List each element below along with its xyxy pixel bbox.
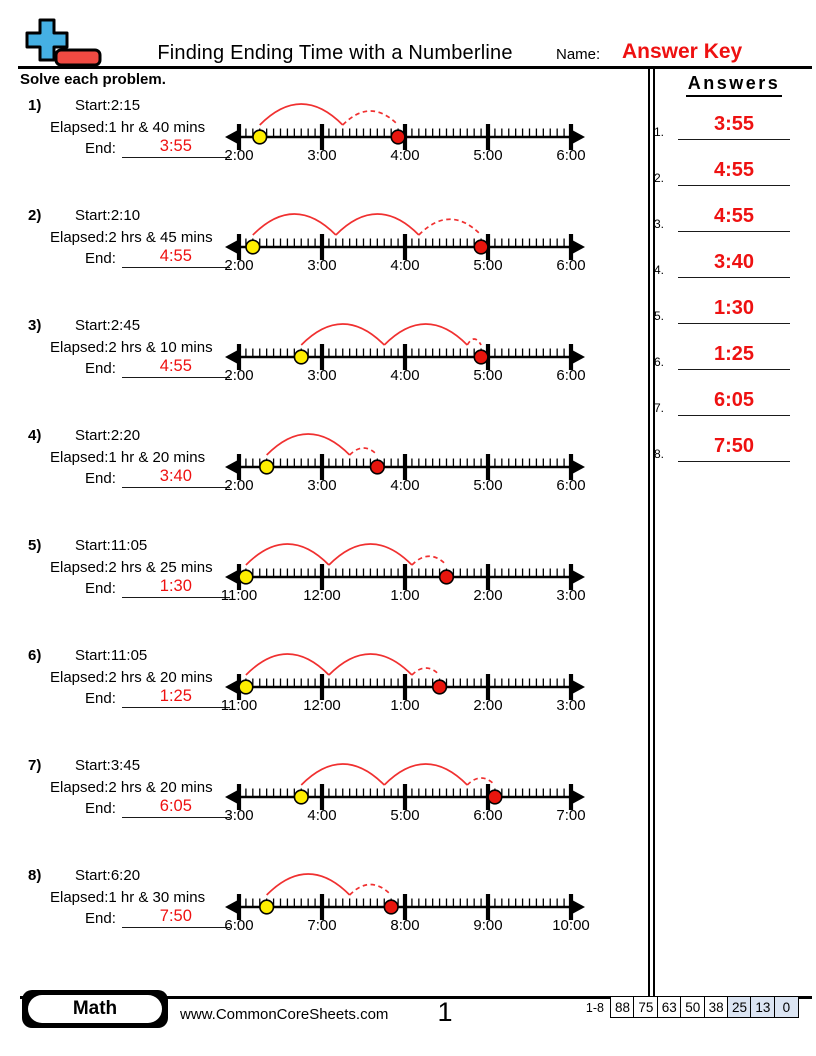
numberline bbox=[224, 97, 586, 167]
hour-label: 2:00 bbox=[224, 257, 254, 274]
answers-heading: Answers bbox=[658, 73, 810, 97]
name-label: Name: bbox=[556, 46, 601, 63]
answer-blank bbox=[678, 146, 790, 186]
end-label: End: bbox=[85, 800, 116, 817]
numberline-container bbox=[224, 97, 586, 167]
right-arrow-icon bbox=[573, 461, 585, 474]
left-arrow-icon bbox=[225, 571, 237, 584]
end-row bbox=[85, 799, 230, 818]
numberline-container bbox=[224, 867, 590, 937]
answer-value: 7:50 bbox=[713, 435, 755, 457]
hour-label: 2:00 bbox=[224, 367, 254, 384]
page-number: 1 bbox=[437, 997, 453, 1027]
problem-row bbox=[0, 645, 652, 755]
right-arrow-icon bbox=[573, 681, 585, 694]
hour-label: 3:00 bbox=[307, 477, 337, 494]
elapsed-hour-arc bbox=[384, 764, 467, 785]
numberline bbox=[224, 207, 586, 277]
answer-item bbox=[654, 146, 790, 186]
elapsed-time-label: Elapsed:2 hrs & 20 mins bbox=[50, 779, 213, 796]
answer-number: 6. bbox=[654, 355, 665, 369]
elapsed-minutes-arc bbox=[412, 556, 447, 565]
hour-label: 7:00 bbox=[556, 807, 586, 824]
answer-value: 4:55 bbox=[713, 205, 755, 227]
numberline-container bbox=[224, 757, 586, 827]
end-row bbox=[85, 689, 230, 708]
answer-value: 1:30 bbox=[713, 297, 755, 319]
hour-label: 2:00 bbox=[224, 477, 254, 494]
answer-blank bbox=[678, 376, 790, 416]
numberline-container bbox=[224, 207, 586, 277]
answer-number: 1. bbox=[654, 125, 665, 139]
divider-line-inner bbox=[653, 69, 655, 997]
score-cell: 25 bbox=[727, 996, 752, 1018]
elapsed-hour-arc bbox=[267, 434, 350, 455]
end-dot bbox=[440, 570, 454, 584]
end-label: End: bbox=[85, 910, 116, 927]
numberline bbox=[220, 647, 586, 717]
elapsed-hour-arc bbox=[253, 214, 336, 235]
start-time-label: Start:2:10 bbox=[75, 207, 141, 224]
start-dot bbox=[253, 130, 267, 144]
start-dot bbox=[294, 350, 308, 364]
right-arrow-icon bbox=[573, 901, 585, 914]
elapsed-minutes-arc bbox=[419, 219, 481, 235]
score-cell: 38 bbox=[704, 996, 729, 1018]
answer-item bbox=[654, 192, 790, 232]
start-time-label: Start:3:45 bbox=[75, 757, 141, 774]
left-arrow-icon bbox=[225, 351, 237, 364]
numberline bbox=[220, 537, 586, 607]
end-dot bbox=[488, 790, 502, 804]
score-cell: 13 bbox=[750, 996, 775, 1018]
score-cell: 50 bbox=[680, 996, 705, 1018]
math-badge bbox=[22, 990, 168, 1028]
hour-label: 6:00 bbox=[473, 807, 503, 824]
end-label: End: bbox=[85, 360, 116, 377]
end-row bbox=[85, 469, 230, 488]
hour-label: 3:00 bbox=[224, 807, 254, 824]
hour-label: 6:00 bbox=[556, 477, 586, 494]
answer-number: 7. bbox=[654, 401, 665, 415]
hour-label: 6:00 bbox=[224, 917, 254, 934]
end-answer-value: 1:30 bbox=[159, 577, 192, 595]
hour-label: 4:00 bbox=[307, 807, 337, 824]
start-time-label: Start:2:15 bbox=[75, 97, 141, 114]
end-row bbox=[85, 359, 230, 378]
right-arrow-icon bbox=[573, 131, 585, 144]
left-arrow-icon bbox=[225, 131, 237, 144]
answer-blank bbox=[678, 284, 790, 324]
start-time-label: Start:11:05 bbox=[75, 647, 148, 664]
end-answer-value: 3:40 bbox=[159, 467, 192, 485]
left-arrow-icon bbox=[225, 681, 237, 694]
answer-item bbox=[654, 284, 790, 324]
answer-blank bbox=[678, 330, 790, 370]
page-title: Finding Ending Time with a Numberline bbox=[157, 42, 513, 64]
start-time-label: Start:2:45 bbox=[75, 317, 141, 334]
hour-label: 12:00 bbox=[303, 697, 341, 714]
end-answer-blank bbox=[122, 138, 230, 158]
numberline-container bbox=[220, 537, 586, 607]
answer-item bbox=[654, 100, 790, 140]
end-row bbox=[85, 909, 230, 928]
problem-number: 7) bbox=[28, 757, 42, 774]
problem-number: 6) bbox=[28, 647, 42, 664]
left-arrow-icon bbox=[225, 901, 237, 914]
end-row bbox=[85, 579, 230, 598]
score-cell: 0 bbox=[774, 996, 799, 1018]
end-answer-value: 1:25 bbox=[159, 687, 192, 705]
start-dot bbox=[260, 900, 274, 914]
numberline bbox=[224, 757, 586, 827]
end-dot bbox=[371, 460, 385, 474]
start-dot bbox=[239, 680, 253, 694]
end-label: End: bbox=[85, 140, 116, 157]
hour-label: 11:00 bbox=[220, 587, 258, 604]
right-arrow-icon bbox=[573, 571, 585, 584]
elapsed-time-label: Elapsed:1 hr & 40 mins bbox=[50, 119, 206, 136]
end-answer-blank bbox=[122, 248, 230, 268]
answer-item bbox=[654, 376, 790, 416]
left-arrow-icon bbox=[225, 791, 237, 804]
hour-label: 5:00 bbox=[473, 257, 503, 274]
hour-label: 8:00 bbox=[390, 917, 420, 934]
numberline bbox=[224, 427, 586, 497]
hour-label: 4:00 bbox=[390, 367, 420, 384]
answer-number: 5. bbox=[654, 309, 665, 323]
answer-value: 1:25 bbox=[713, 343, 755, 365]
hour-label: 9:00 bbox=[473, 917, 503, 934]
end-label: End: bbox=[85, 470, 116, 487]
elapsed-hour-arc bbox=[329, 544, 412, 565]
right-arrow-icon bbox=[573, 241, 585, 254]
answer-number: 4. bbox=[654, 263, 665, 277]
problem-row bbox=[0, 755, 652, 865]
answer-blank bbox=[678, 422, 790, 462]
end-answer-value: 4:55 bbox=[159, 357, 192, 375]
elapsed-hour-arc bbox=[301, 764, 384, 785]
hour-label: 4:00 bbox=[390, 257, 420, 274]
problem-number: 3) bbox=[28, 317, 42, 334]
problem-row bbox=[0, 425, 652, 535]
website-url: www.CommonCoreSheets.com bbox=[180, 1006, 389, 1023]
start-time-label: Start:11:05 bbox=[75, 537, 148, 554]
end-answer-value: 7:50 bbox=[159, 907, 192, 925]
problem-number: 5) bbox=[28, 537, 42, 554]
elapsed-hour-arc bbox=[246, 654, 329, 675]
elapsed-time-label: Elapsed:2 hrs & 45 mins bbox=[50, 229, 213, 246]
score-table bbox=[610, 996, 799, 1018]
start-time-label: Start:6:20 bbox=[75, 867, 141, 884]
answer-item bbox=[654, 238, 790, 278]
end-row bbox=[85, 249, 230, 268]
hour-label: 3:00 bbox=[307, 367, 337, 384]
minus-icon bbox=[56, 50, 100, 65]
elapsed-minutes-arc bbox=[350, 885, 392, 896]
end-dot bbox=[474, 240, 488, 254]
left-arrow-icon bbox=[225, 461, 237, 474]
answer-key-text: Answer Key bbox=[622, 40, 743, 63]
hour-label: 12:00 bbox=[303, 587, 341, 604]
elapsed-time-label: Elapsed:2 hrs & 25 mins bbox=[50, 559, 213, 576]
header-rule bbox=[18, 66, 812, 69]
hour-label: 2:00 bbox=[224, 147, 254, 164]
problem-row bbox=[0, 315, 652, 425]
instructions-text: Solve each problem. bbox=[20, 71, 166, 88]
problem-row bbox=[0, 535, 652, 645]
end-dot bbox=[474, 350, 488, 364]
hour-label: 5:00 bbox=[390, 807, 420, 824]
hour-label: 10:00 bbox=[552, 917, 590, 934]
end-answer-blank bbox=[122, 688, 230, 708]
hour-label: 6:00 bbox=[556, 257, 586, 274]
right-arrow-icon bbox=[573, 351, 585, 364]
hour-label: 1:00 bbox=[390, 587, 420, 604]
score-cell: 75 bbox=[633, 996, 658, 1018]
end-label: End: bbox=[85, 690, 116, 707]
elapsed-minutes-arc bbox=[343, 111, 398, 125]
start-dot bbox=[239, 570, 253, 584]
problem-row bbox=[0, 95, 652, 205]
end-answer-value: 4:55 bbox=[159, 247, 192, 265]
hour-label: 1:00 bbox=[390, 697, 420, 714]
math-badge-label: Math bbox=[28, 995, 162, 1023]
hour-label: 2:00 bbox=[473, 697, 503, 714]
elapsed-minutes-arc bbox=[467, 778, 495, 785]
answer-value: 6:05 bbox=[713, 389, 755, 411]
hour-label: 5:00 bbox=[473, 367, 503, 384]
numberline bbox=[224, 867, 590, 937]
start-time-label: Start:2:20 bbox=[75, 427, 141, 444]
end-answer-blank bbox=[122, 468, 230, 488]
elapsed-hour-arc bbox=[301, 324, 384, 345]
elapsed-hour-arc bbox=[267, 874, 350, 895]
end-row bbox=[85, 139, 230, 158]
score-range-label: 1-8 bbox=[585, 1001, 604, 1015]
elapsed-time-label: Elapsed:1 hr & 20 mins bbox=[50, 449, 206, 466]
answer-blank bbox=[678, 238, 790, 278]
end-answer-blank bbox=[122, 908, 230, 928]
hour-label: 3:00 bbox=[556, 587, 586, 604]
start-dot bbox=[260, 460, 274, 474]
answer-blank bbox=[678, 192, 790, 232]
elapsed-minutes-arc bbox=[412, 668, 440, 675]
hour-label: 6:00 bbox=[556, 147, 586, 164]
elapsed-hour-arc bbox=[260, 104, 343, 125]
answer-item bbox=[654, 422, 790, 462]
answer-blank bbox=[678, 100, 790, 140]
problem-row bbox=[0, 865, 652, 975]
end-dot bbox=[391, 130, 405, 144]
hour-label: 6:00 bbox=[556, 367, 586, 384]
problem-number: 8) bbox=[28, 867, 42, 884]
answer-value: 3:55 bbox=[713, 113, 755, 135]
answer-number: 8. bbox=[654, 447, 665, 461]
hour-label: 11:00 bbox=[220, 697, 258, 714]
hour-label: 5:00 bbox=[473, 477, 503, 494]
answer-value: 4:55 bbox=[713, 159, 755, 181]
elapsed-hour-arc bbox=[336, 214, 419, 235]
commoncoresheets-logo bbox=[20, 18, 108, 68]
answer-number: 3. bbox=[654, 217, 665, 231]
answer-number: 2. bbox=[654, 171, 665, 185]
hour-label: 5:00 bbox=[473, 147, 503, 164]
numberline-container bbox=[224, 427, 586, 497]
elapsed-time-label: Elapsed:1 hr & 30 mins bbox=[50, 889, 206, 906]
end-dot bbox=[433, 680, 447, 694]
hour-label: 4:00 bbox=[390, 147, 420, 164]
elapsed-minutes-arc bbox=[350, 448, 378, 455]
end-dot bbox=[384, 900, 398, 914]
right-arrow-icon bbox=[573, 791, 585, 804]
end-answer-blank bbox=[122, 358, 230, 378]
problem-number: 4) bbox=[28, 427, 42, 444]
numberline-container bbox=[220, 647, 586, 717]
hour-label: 3:00 bbox=[556, 697, 586, 714]
end-answer-blank bbox=[122, 798, 230, 818]
start-dot bbox=[246, 240, 260, 254]
elapsed-time-label: Elapsed:2 hrs & 10 mins bbox=[50, 339, 213, 356]
hour-label: 2:00 bbox=[473, 587, 503, 604]
problem-number: 2) bbox=[28, 207, 42, 224]
elapsed-minutes-arc bbox=[467, 339, 481, 345]
end-answer-blank bbox=[122, 578, 230, 598]
elapsed-hour-arc bbox=[384, 324, 467, 345]
start-dot bbox=[294, 790, 308, 804]
numberline bbox=[224, 317, 586, 387]
score-cell: 63 bbox=[657, 996, 682, 1018]
hour-label: 3:00 bbox=[307, 257, 337, 274]
end-answer-value: 6:05 bbox=[159, 797, 192, 815]
hour-label: 7:00 bbox=[307, 917, 337, 934]
elapsed-hour-arc bbox=[329, 654, 412, 675]
hour-label: 4:00 bbox=[390, 477, 420, 494]
score-cell: 88 bbox=[610, 996, 635, 1018]
elapsed-hour-arc bbox=[246, 544, 329, 565]
hour-label: 3:00 bbox=[307, 147, 337, 164]
end-label: End: bbox=[85, 250, 116, 267]
problem-row bbox=[0, 205, 652, 315]
problem-number: 1) bbox=[28, 97, 42, 114]
elapsed-time-label: Elapsed:2 hrs & 20 mins bbox=[50, 669, 213, 686]
end-answer-value: 3:55 bbox=[159, 137, 192, 155]
answer-value: 3:40 bbox=[713, 251, 755, 273]
numberline-container bbox=[224, 317, 586, 387]
answer-item bbox=[654, 330, 790, 370]
left-arrow-icon bbox=[225, 241, 237, 254]
end-label: End: bbox=[85, 580, 116, 597]
